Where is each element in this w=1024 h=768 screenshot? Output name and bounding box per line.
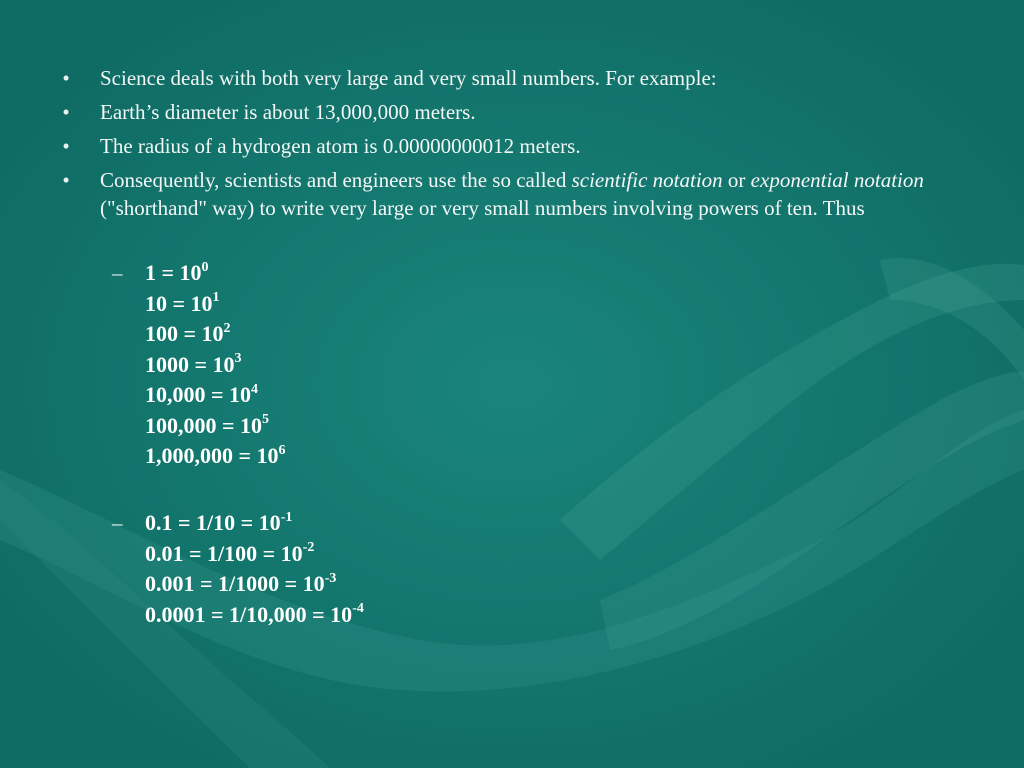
equation-exponent: 6: [278, 442, 286, 458]
equation-exponent: 2: [223, 320, 231, 336]
term-exponential-notation: exponential notation: [750, 168, 924, 192]
term-scientific-notation: scientific notation: [571, 168, 723, 192]
equation-line: [145, 258, 712, 289]
equation-exponent: 5: [262, 412, 270, 428]
powers-negative-block: [112, 508, 712, 630]
equation-base: 0.001 = 1/1000 = 10: [145, 571, 325, 596]
dash-icon: –: [112, 511, 123, 535]
equation-base: 100,000 = 10: [145, 412, 263, 438]
bullet-icon: •: [62, 100, 70, 124]
bullet-list: [58, 64, 958, 228]
powers-positive-list: [145, 258, 712, 472]
equation-base: 10,000 = 10: [145, 382, 252, 407]
bullet-text-part: ("shorthand" way) to write very large or very small numbers involving powers of ten. Thus: [100, 196, 865, 220]
bullet-item: [58, 64, 958, 92]
bullet-icon: •: [62, 134, 70, 158]
bullet-text-part: or: [722, 168, 751, 192]
bullet-item: [58, 98, 958, 126]
equation-exponent: -1: [280, 509, 293, 525]
bullet-text: [100, 168, 924, 220]
equation-line: [145, 350, 712, 381]
equation-base: 1 = 10: [145, 260, 202, 285]
bullet-icon: •: [62, 66, 70, 90]
dash-icon: –: [112, 261, 123, 285]
equation-exponent: 1: [212, 290, 220, 306]
equation-exponent: -4: [352, 601, 364, 617]
bullet-item: [58, 166, 958, 222]
bullet-text: The radius of a hydrogen atom is 0.00000000012 meters.: [100, 134, 581, 158]
equation-base: 0.01 = 1/100 = 10: [145, 540, 303, 566]
equation-line: [145, 600, 712, 631]
equation-line: [145, 319, 712, 350]
equation-line: [145, 539, 712, 570]
equation-line: [145, 411, 712, 442]
equation-exponent: 0: [201, 259, 209, 275]
equation-exponent: 4: [251, 381, 259, 397]
equation-exponent: -2: [302, 540, 315, 556]
equation-line: [145, 289, 712, 320]
equation-line: [145, 380, 712, 411]
equation-line: [145, 569, 712, 600]
equation-base: 0.0001 = 1/10,000 = 10: [145, 601, 353, 627]
equation-line: [145, 441, 712, 472]
powers-negative-list: [145, 508, 712, 630]
equation-line: [145, 508, 712, 539]
equation-exponent: 3: [234, 351, 242, 367]
equation-exponent: -3: [324, 570, 337, 586]
equation-base: 100 = 10: [145, 321, 224, 346]
powers-positive-block: [112, 258, 712, 472]
equation-base: 1,000,000 = 10: [145, 443, 279, 468]
bullet-item: [58, 132, 958, 160]
bullet-text: Science deals with both very large and very small numbers. For example:: [100, 66, 717, 90]
equation-base: 1000 = 10: [145, 351, 235, 377]
equation-base: 0.1 = 1/10 = 10: [145, 510, 281, 535]
bullet-icon: •: [62, 168, 70, 192]
bullet-text-part: Consequently, scientists and engineers use the so called: [100, 168, 572, 192]
equation-base: 10 = 10: [145, 290, 213, 316]
bullet-text: Earth’s diameter is about 13,000,000 meters.: [100, 100, 476, 124]
